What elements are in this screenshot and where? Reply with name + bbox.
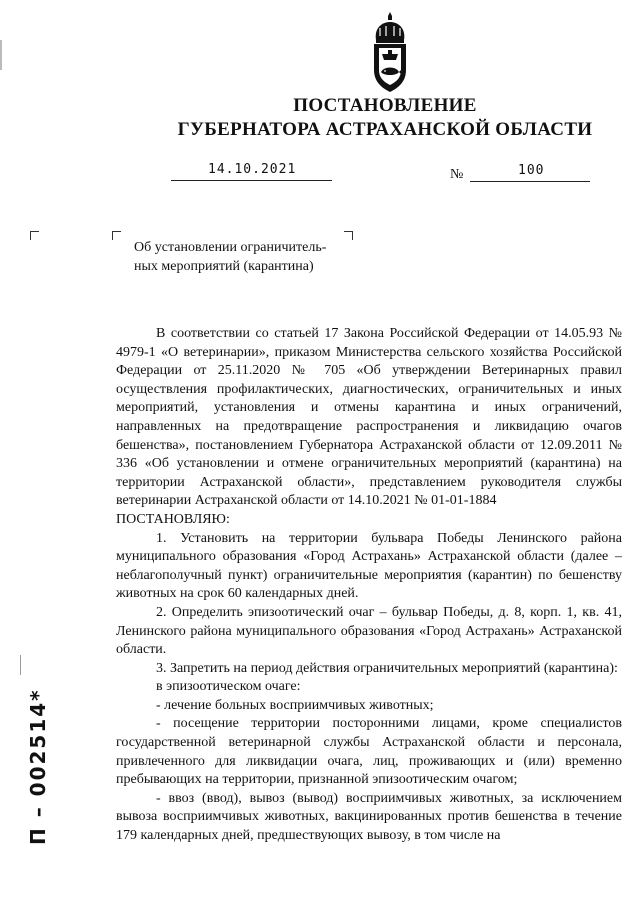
bullet-3: - ввоз (ввод), вывоз (вывод) восприимчивых животных, за исключением вывоза восприимчивых животных, вакцинированных против бешенства в течение 179 календарных дней, предшествующих вывозу, в том числе на [116,790,622,844]
preamble-paragraph: В соответствии со статьей 17 Закона Российской Федерации от 14.05.93 № 4979-1 «О ветеринарии», приказом Министерства сельского хозяйства Российской Федерации от 25.11.2020 № 705 «Об утверждении Ветеринарных правил осуществления профилактических, диагностических, ограничительных и иных мероприятий, установления и отмены карантина и иных ограничений, направленных на предотвращение распространения и ликвидацию очагов бешенства», постановлением Губернатора Астраханской области от 12.09.2011 № 336 «Об установлении и отмене ограничительных мероприятий (карантина) на территории Астраханской области», представлением руководителя службы ветеринарии Астраханской области от 14.10.2021 № 01-01-1884 [116,326,622,509]
document-title-line1: ПОСТАНОВЛЕНИЕ [293,95,477,116]
item-3-paragraph: 3. Запретить на период действия ограничительных мероприятий (карантина): [156,660,618,676]
subject-line2: ных мероприятий (карантина) [134,259,314,274]
document-title-line2: ГУБЕРНАТОРА АСТРАХАНСКОЙ ОБЛАСТИ [177,119,593,140]
item-2-paragraph: 2. Определить эпизоотический очаг – бульвар Победы, д. 8, корп. 1, кв. 41, Ленинского района муниципального образования «Город Астрахань» Астраханской области. [116,604,622,658]
bullet-2: - посещение территории посторонними лицами, кроме специалистов государственной ветеринарной службы Астраханской области и персонала, привлеченного для ликвидации очага, лиц, проживающих и (или) временно пребывающих на территории, признанной эпизоотическим очагом; [116,716,622,788]
subject-line1: Об установлении ограничитель- [134,240,327,255]
decree-word: ПОСТАНОВЛЯЮ: [116,511,230,527]
item-1-paragraph: 1. Установить на территории бульвара Победы Ленинского района муниципального образования «Город Астрахань» Астраханской области (далее – неблагополучный пункт) ограничительные мероприятия (карантин) по бешенству животных на срок 60 календарных дней. [116,530,622,602]
document-number: 100 [518,163,545,178]
number-underline [470,181,590,182]
corner-mark-left [30,231,39,240]
scan-edge-mark [0,40,2,70]
number-label: № [450,167,464,182]
margin-stamp: П – 002514* [26,688,50,845]
document-subject [134,238,354,276]
document-date: 14.10.2021 [208,162,297,177]
margin-tick [20,655,21,675]
corner-mark-subject-left [112,231,121,240]
document-body [116,325,622,846]
focus-label: в эпизоотическом очаге: [156,679,301,695]
bullet-1: - лечение больных восприимчивых животных; [156,697,434,713]
date-underline [171,180,332,181]
astrakhan-coat-of-arms-icon [368,10,412,94]
